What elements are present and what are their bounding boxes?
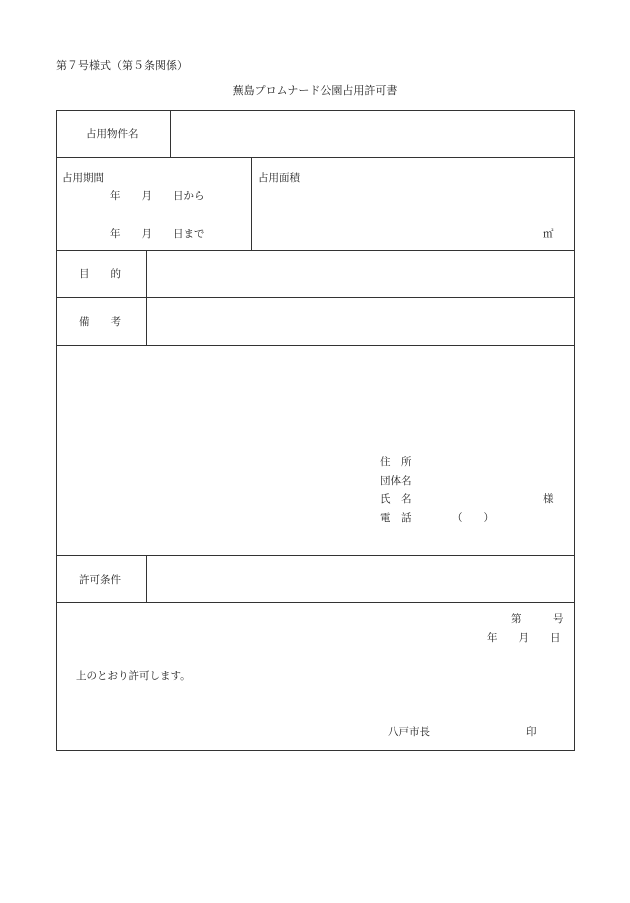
remarks-field[interactable] bbox=[152, 300, 566, 340]
row-divider bbox=[56, 157, 575, 158]
table-border-right bbox=[574, 110, 575, 751]
period-field[interactable] bbox=[60, 160, 246, 246]
column-divider bbox=[251, 157, 252, 251]
row-divider bbox=[56, 602, 575, 603]
purpose-field[interactable] bbox=[152, 253, 566, 293]
column-divider bbox=[146, 250, 147, 346]
applicant-fields[interactable] bbox=[420, 452, 540, 530]
period-from: 年 月 日から bbox=[110, 190, 205, 202]
form-number: 第７号様式（第５条関係） bbox=[56, 59, 188, 72]
permit-statement: 上のとおり許可します。 bbox=[76, 670, 191, 682]
document-title: 蕪島プロムナード公園占用許可書 bbox=[232, 84, 398, 97]
table-border-top bbox=[56, 110, 575, 111]
row-divider bbox=[56, 297, 575, 298]
area-label: 占用面積 bbox=[258, 172, 300, 184]
organization-label: 団体名 bbox=[380, 475, 412, 487]
table-border-bottom bbox=[56, 750, 575, 751]
permit-date: 年 月 日 bbox=[487, 632, 561, 644]
conditions-field[interactable] bbox=[152, 558, 566, 598]
area-unit: ㎡ bbox=[543, 228, 554, 240]
row-divider bbox=[56, 555, 575, 556]
column-divider bbox=[170, 110, 171, 158]
phone-parens: （ ） bbox=[452, 512, 494, 524]
period-label: 占用期間 bbox=[62, 172, 104, 184]
row-divider bbox=[56, 345, 575, 346]
row-divider bbox=[56, 250, 575, 251]
table-border-left bbox=[56, 110, 57, 751]
object-name-label: 占用物件名 bbox=[86, 128, 139, 140]
honorific: 様 bbox=[543, 493, 554, 505]
issuer: 八戸市長 bbox=[388, 726, 430, 738]
name-label: 氏 名 bbox=[380, 493, 412, 505]
column-divider bbox=[146, 555, 147, 603]
address-label: 住 所 bbox=[380, 456, 412, 468]
purpose-label: 目 的 bbox=[79, 268, 121, 280]
object-name-field[interactable] bbox=[176, 113, 566, 153]
remarks-label: 備 考 bbox=[79, 316, 121, 328]
period-to: 年 月 日まで bbox=[110, 228, 205, 240]
seal-mark: 印 bbox=[526, 726, 537, 738]
conditions-label: 許可条件 bbox=[79, 574, 121, 586]
permit-number: 第 号 bbox=[511, 613, 564, 625]
phone-label: 電 話 bbox=[380, 512, 412, 524]
area-field[interactable] bbox=[256, 186, 536, 244]
